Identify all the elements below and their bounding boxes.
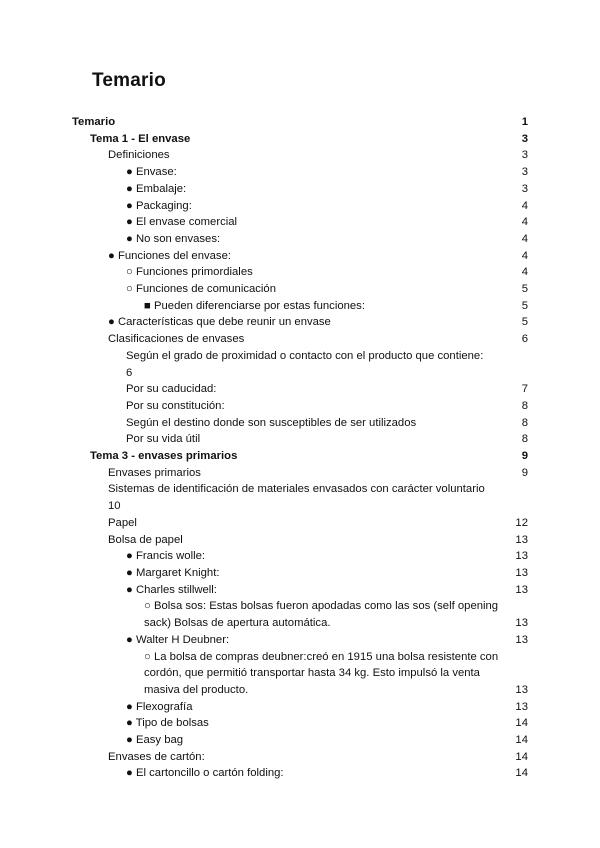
toc-entry-charles-stillwell[interactable]	[0, 582, 600, 599]
toc-entry-destino[interactable]	[0, 415, 600, 432]
toc-entry-page: 14	[515, 767, 528, 780]
toc-entry-page: 9	[521, 466, 528, 479]
toc-entry-text: Papel	[108, 516, 137, 529]
toc-entry-page: 3	[521, 132, 528, 145]
toc-entry-text: ● Características que debe reunir un envase	[108, 316, 331, 329]
toc-entry-text: Por su vida útil	[126, 433, 201, 446]
toc-entry-text: ● Embalaje:	[126, 182, 187, 195]
toc-entry-text: ● Charles stillwell:	[126, 583, 217, 596]
toc-entry-page: 5	[521, 299, 528, 312]
toc-entry-text: Bolsa de papel	[108, 533, 183, 546]
toc-entry-text: ● Flexografía	[126, 700, 193, 713]
toc-entry-page: 3	[521, 149, 528, 162]
toc-entry-tema-3[interactable]	[0, 448, 600, 465]
toc-entry-page: 9	[521, 450, 528, 463]
toc-entry-text: ● El envase comercial	[126, 216, 238, 229]
toc-entry-text: ■ Pueden diferenciarse por estas funciones:	[144, 299, 365, 312]
toc-entry-vida-util[interactable]	[0, 431, 600, 448]
toc-entry-text: Por su caducidad:	[126, 383, 217, 396]
toc-entry-page: 4	[521, 232, 528, 245]
toc-entry-page: 8	[521, 416, 528, 429]
toc-entry-envase-comercial[interactable]	[0, 214, 600, 231]
toc-entry-text: Según el destino donde son susceptibles de ser utilizados	[126, 416, 417, 429]
toc-entry-text: Sistemas de identificación de materiales envasados con carácter voluntario	[108, 483, 485, 496]
toc-entry-papel[interactable]	[0, 515, 600, 532]
toc-entry-page: 14	[515, 717, 528, 730]
toc-entry-caducidad[interactable]	[0, 381, 600, 398]
toc-entry-page: 4	[521, 199, 528, 212]
toc-entry-envase[interactable]	[0, 164, 600, 181]
toc-entry-page: 4	[521, 249, 528, 262]
toc-entry-text: Tema 3 - envases primarios	[90, 450, 238, 463]
toc-entry-page: 13	[515, 633, 528, 646]
toc-entry-francis-wolle[interactable]	[0, 548, 600, 565]
toc-entry-bolsa-deubner[interactable]	[0, 649, 600, 699]
toc-entry-page: 10	[108, 500, 121, 513]
toc-entry-margaret-knight[interactable]	[0, 565, 600, 582]
toc-entry-page: 12	[515, 516, 528, 529]
toc-entry-page: 3	[521, 166, 528, 179]
toc-entry-funciones-envase[interactable]	[0, 248, 600, 265]
toc-entry-page: 4	[521, 216, 528, 229]
toc-entry-text: ○ Funciones de comunicación	[126, 283, 276, 296]
toc-entry-text: ● Margaret Knight:	[126, 566, 220, 579]
toc-entry-page: 13	[515, 533, 528, 546]
toc-entry-page: 5	[521, 316, 528, 329]
toc-entry-page: 7	[521, 383, 528, 396]
toc-entry-page: 13	[515, 617, 528, 630]
toc-entry-funciones-comunicacion[interactable]	[0, 281, 600, 298]
toc-entry-caracteristicas[interactable]	[0, 314, 600, 331]
toc-entry-text: Temario	[72, 116, 116, 128]
toc-entry-page: 1	[521, 116, 528, 128]
toc-entry-text: ○ La bolsa de compras deubner:creó en 1915 una bolsa resistente con cordón, que permitió transportar hasta 34 kg. Esto impulsó la venta masiva del producto.	[144, 650, 499, 696]
toc-entry-text: ● El cartoncillo o cartón folding:	[126, 767, 284, 780]
toc-entry-text: Por su constitución:	[126, 399, 225, 412]
toc-entry-sistemas-identificacion[interactable]	[0, 481, 600, 514]
toc-entry-text: Según el grado de proximidad o contacto con el producto que contiene:	[126, 349, 484, 362]
toc-entry-page: 13	[515, 566, 528, 579]
toc-entry-text: Clasificaciones de envases	[108, 333, 245, 346]
toc-entry-proximidad[interactable]	[0, 348, 600, 381]
toc-entry-easy-bag[interactable]	[0, 732, 600, 749]
toc-entry-page: 14	[515, 750, 528, 763]
toc-entry-bolsa-papel[interactable]	[0, 532, 600, 549]
toc-entry-definiciones[interactable]	[0, 147, 600, 164]
toc-entry-text: Envases de cartón:	[108, 750, 205, 763]
toc-entry-page: 14	[515, 734, 528, 747]
toc-entry-envases-primarios[interactable]	[0, 465, 600, 482]
toc-entry-text: ○ Bolsa sos: Estas bolsas fueron apodadas como las sos (self opening sack) Bolsas de apertura automática.	[144, 600, 499, 630]
toc-entry-text: ● Tipo de bolsas	[126, 717, 209, 730]
toc-entry-text: ○ Funciones primordiales	[126, 266, 253, 279]
toc-entry-text: Definiciones	[108, 149, 170, 162]
toc-entry-page: 6	[521, 333, 528, 346]
toc-entry-page: 13	[515, 583, 528, 596]
toc-entry-embalaje[interactable]	[0, 181, 600, 198]
toc-entry-no-son-envases[interactable]	[0, 231, 600, 248]
toc-entry-page: 13	[515, 700, 528, 713]
toc-entry-flexografia[interactable]	[0, 699, 600, 716]
toc-entry-text: ● Francis wolle:	[126, 550, 206, 563]
toc-entry-text: ● Walter H Deubner:	[126, 633, 230, 646]
toc-entry-cartoncillo[interactable]	[0, 765, 600, 782]
toc-entry-page: 5	[521, 283, 528, 296]
toc-entry-page: 13	[515, 550, 528, 563]
toc-entry-envases-carton[interactable]	[0, 749, 600, 766]
toc-entry-page: 4	[521, 266, 528, 279]
toc-entry-page: 13	[515, 683, 528, 696]
toc-entry-page: 3	[521, 182, 528, 195]
toc-entry-text: ● Funciones del envase:	[108, 249, 232, 262]
toc-entry-constitucion[interactable]	[0, 398, 600, 415]
toc-entry-text: Tema 1 - El envase	[90, 132, 191, 145]
toc-entry-walter-deubner[interactable]	[0, 632, 600, 649]
toc-entry-text: Envases primarios	[108, 466, 201, 479]
toc-entry-tema-1[interactable]	[0, 131, 600, 148]
table-of-contents	[0, 114, 600, 782]
toc-entry-text: ● Easy bag	[126, 734, 184, 747]
toc-entry-packaging[interactable]	[0, 198, 600, 215]
toc-entry-clasificaciones[interactable]	[0, 331, 600, 348]
toc-entry-page: 6	[126, 366, 133, 379]
toc-entry-text: ● Envase:	[126, 166, 177, 179]
toc-entry-text: ● No son envases:	[126, 232, 221, 245]
page-title: Temario	[92, 70, 166, 91]
toc-entry-text: ● Packaging:	[126, 199, 192, 212]
toc-entry-temario[interactable]	[0, 114, 600, 131]
toc-entry-tipo-bolsas[interactable]	[0, 715, 600, 732]
toc-entry-diferenciarse[interactable]	[0, 298, 600, 315]
toc-entry-page: 8	[521, 399, 528, 412]
toc-entry-page: 8	[521, 433, 528, 446]
toc-entry-funciones-primordiales[interactable]	[0, 264, 600, 281]
toc-entry-bolsa-sos[interactable]	[0, 598, 600, 631]
